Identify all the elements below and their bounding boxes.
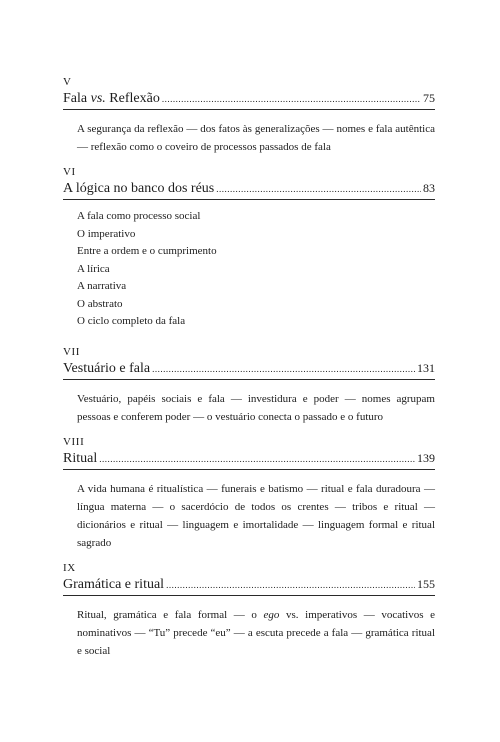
dot-leader [99, 450, 415, 467]
chapter-title-row [63, 179, 435, 197]
chapter-5 [63, 76, 435, 156]
chapter-rule [63, 109, 435, 110]
chapter-summary: Ritual, gramática e fala formal — o ego vs. imperativos — vocativos e nominativos — “Tu” precede “eu” — a escuta precede a fala — gramática ritual e social [77, 609, 435, 657]
chapter-title: Gramática e ritual [63, 577, 165, 592]
chapter-page-number: 83 [423, 181, 435, 195]
chapter-numeral: IX [63, 562, 76, 574]
list-item: A narrativa [77, 280, 127, 292]
chapter-title: A lógica no banco dos réus [63, 181, 215, 196]
chapter-7 [63, 346, 435, 426]
chapter-rule [63, 199, 435, 200]
dot-leader [166, 576, 415, 593]
chapter-page-number: 155 [417, 577, 435, 591]
chapter-numeral: VII [63, 346, 81, 358]
chapter-numeral: VI [63, 166, 76, 178]
dot-leader [216, 180, 421, 197]
chapter-9 [63, 562, 435, 660]
chapter-rule [63, 379, 435, 380]
list-item: Entre a ordem e o cumprimento [77, 245, 217, 257]
dot-leader [162, 90, 421, 107]
chapter-page-number: 75 [423, 91, 435, 105]
chapter-6 [63, 166, 435, 331]
chapter-8 [63, 436, 435, 552]
list-item: O ciclo completo da fala [77, 315, 186, 327]
list-item: O imperativo [77, 227, 136, 240]
list-item: A lírica [77, 262, 110, 275]
chapter-summary: A segurança da reflexão — dos fatos às generalizações — nomes e fala autêntica — reflexão como o coveiro de processos passados de fala [77, 123, 435, 153]
chapter-title-row [63, 449, 435, 467]
section-list [77, 208, 435, 331]
chapter-rule [63, 595, 435, 596]
list-item: O abstrato [77, 297, 123, 310]
chapter-page-number: 139 [417, 451, 435, 465]
chapter-summary: Vestuário, papéis sociais e fala — investidura e poder — nomes agrupam pessoas e conferem poder — o vestuário conecta o passado e o futuro [77, 393, 435, 423]
chapter-summary: A vida humana é ritualística — funerais e batismo — ritual e fala duradoura — língua materna — o sacerdócio de todos os crentes — tribos e ritual — dicionários e ritual — linguagem e imortalidade — linguagem formal e ritual sagrado [77, 483, 435, 549]
chapter-rule [63, 469, 435, 470]
chapter-title-row [63, 575, 435, 593]
chapter-numeral: VIII [63, 436, 85, 448]
chapter-title: Ritual [63, 451, 98, 466]
chapter-title-row [63, 359, 435, 377]
chapter-title: Fala vs. Reflexão [63, 91, 160, 106]
dot-leader [152, 360, 415, 377]
chapter-page-number: 131 [417, 361, 435, 375]
chapter-title-row [63, 89, 435, 107]
chapter-title: Vestuário e fala [63, 361, 151, 376]
chapter-numeral: V [63, 76, 72, 88]
list-item: A fala como processo social [77, 210, 201, 222]
